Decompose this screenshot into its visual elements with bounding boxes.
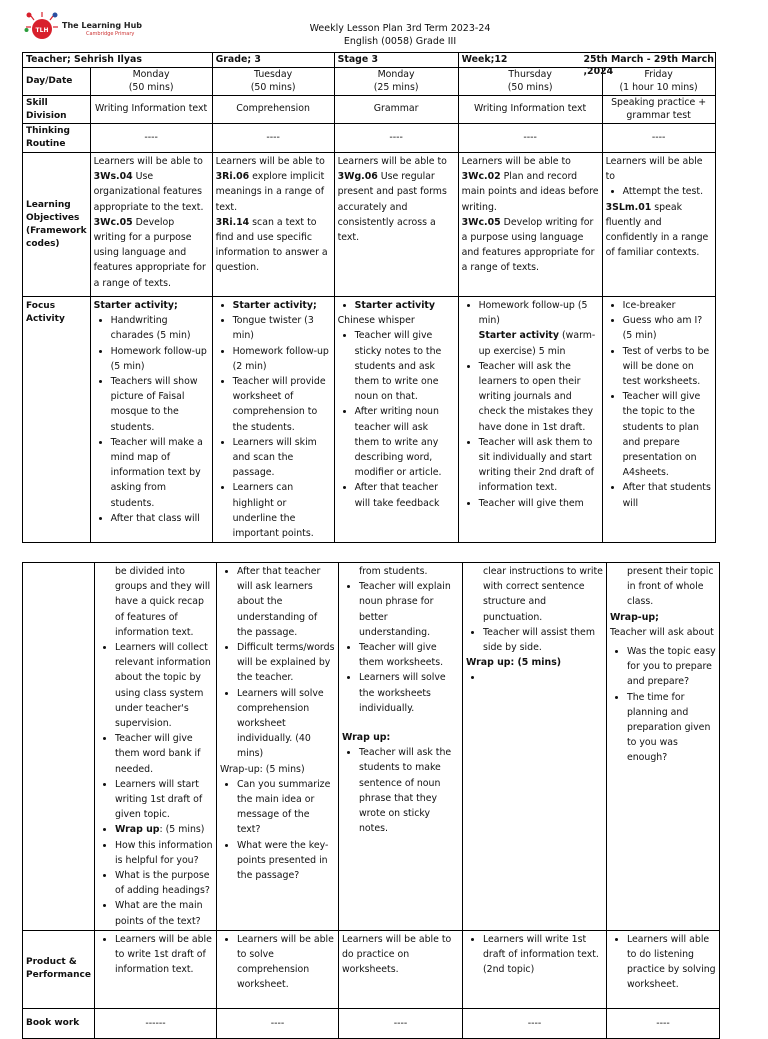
product-4: • Learners will write 1st draft of information text. (2nd topic) — [462, 930, 606, 1008]
day-3-header: Monday (25 mins) — [334, 68, 458, 96]
thinking-2: ---- — [212, 124, 334, 153]
objectives-4: Learners will be able to 3Wc.02 Plan and record main points and ideas before writing. 3Wc.05 Develop writing for a purpose using language and features appropriate for a range of texts. — [458, 153, 602, 297]
product-3: Learners will be able to do practice on worksheets. — [338, 930, 462, 1008]
focus-top-2: • Starter activity; • Tongue twister (3 min) • Homework follow-up (2 min) • Teacher will provide worksheet of comprehension to the students. • Learners will skim and scan the passage. • Learners can highlight or underline the important points. — [212, 297, 334, 543]
thinking-routine-label: Thinking Routine — [23, 124, 91, 153]
document-header — [0, 0, 768, 52]
book-3: ---- — [338, 1008, 462, 1038]
focus-bottom-2: • After that teacher will ask learners about the understanding of the passage. • Difficult terms/words will be explained by the teacher. • Learners will solve comprehension worksheet individually. (40 mins) Wrap-up: (5 mins) • Can you summarize the main idea or message of the text? • What were the key-points presented in the passage? — [216, 563, 338, 931]
book-2: ---- — [216, 1008, 338, 1038]
skill-3: Grammar — [334, 96, 458, 124]
week-label: Week;12 — [461, 54, 508, 65]
product-performance-label: Product & Performance — [23, 930, 95, 1008]
focus-bottom-1: be divided into groups and they will have a quick recap of features of information text. • Learners will collect relevant information about the topic by using class system under teacher's supervision. • Teacher will give them word bank if needed. • Learners will start writing 1st draft of given topic. • Wrap up: (5 mins) • How this information is helpful for you? • What is the purpose of adding headings? • What are the main points of the text? — [94, 563, 216, 931]
week-cell — [458, 53, 715, 77]
learning-hub-logo — [24, 10, 60, 46]
product-2: • Learners will be able to solve comprehension worksheet. — [216, 930, 338, 1008]
thinking-4: ---- — [458, 124, 602, 153]
brand-subtitle: Cambridge Primary — [86, 31, 135, 37]
skill-4: Writing Information text — [458, 96, 602, 124]
learning-objectives-label: Learning Objectives (Framework codes) — [23, 153, 91, 297]
brand-name: The Learning Hub — [62, 21, 142, 30]
objectives-3: Learners will be able to 3Wg.06 Use regular present and past forms accurately and consistently across a text. — [334, 153, 458, 297]
skill-1: Writing Information text — [90, 96, 212, 124]
focus-bottom-4: clear instructions to write with correct sentence structure and punctuation. • Teacher will assist them side by side. Wrap up: (5 mins) • — [462, 563, 606, 931]
skill-2: Comprehension — [212, 96, 334, 124]
skill-5: Speaking practice + grammar test — [602, 96, 715, 124]
focus-bottom-3: from students. • Teacher will explain noun phrase for better understanding. • Teacher will give them worksheets. • Learners will solve the worksheets individually. Wrap up: • Teacher will ask the students to make sentence of noun phrase that they wrote on sticky notes. — [338, 563, 462, 931]
day-date-label: Day/Date — [23, 68, 91, 96]
product-1: • Learners will be able to write 1st draft of information text. — [94, 930, 216, 1008]
thinking-3: ---- — [334, 124, 458, 153]
plan-subtitle: English (0058) Grade III — [343, 36, 457, 47]
week-dates: 25th March - 29th March ,2024 — [583, 54, 714, 77]
day-5-header: Friday (1 hour 10 mins) — [602, 68, 715, 96]
lesson-plan-table-top — [22, 52, 716, 543]
day-4-header: Thursday (50 mins) — [458, 68, 602, 96]
focus-top-5: • Ice-breaker • Guess who am I? (5 min) • Test of verbs to be will be done on test worksheets. • Teacher will give the topic to the students to plan and prepare presentation on A4sheets. • After that students will — [602, 297, 715, 543]
focus-top-4: • Homework follow-up (5 min) Starter activity (warm-up exercise) 5 min • Teacher will ask the learners to open their writing journals and check the mistakes they have done in 1st draft. • Teacher will ask them to sit individually and start writing their 2nd draft of information text. • Teacher will give them — [458, 297, 602, 543]
product-5: • Learners will able to do listening practice by solving worksheet. — [606, 930, 719, 1008]
book-1: ------ — [94, 1008, 216, 1038]
focus-bottom-5: present their topic in front of whole class. Wrap-up; Teacher will ask about • Was the topic easy for you to prepare and prepare? • The time for planning and preparation given to you was enough? — [606, 563, 719, 931]
day-1-header: Monday (50 mins) — [90, 68, 212, 96]
skill-division-label: Skill Division — [23, 96, 91, 124]
objectives-2: Learners will be able to 3Ri.06 explore implicit meanings in a range of text. 3Ri.14 scan a text to find and use specific information to answer a question. — [212, 153, 334, 297]
plan-title: Weekly Lesson Plan 3rd Term 2023-24 — [309, 23, 491, 34]
focus-top-3: • Starter activity Chinese whisper • Teacher will give sticky notes to the students and ask them to write one noun on that. • After writing noun teacher will ask them to write any describing word, modifier or article. • After that teacher will take feedback — [334, 297, 458, 543]
stage-cell: Stage 3 — [334, 53, 458, 68]
day-2-header: Tuesday (50 mins) — [212, 68, 334, 96]
book-work-label: Book work — [23, 1008, 95, 1038]
focus-top-1: Starter activity; • Handwriting charades (5 min) • Homework follow-up (5 min) • Teachers will show picture of Faisal mosque to the students. • Teacher will make a mind map of information text by asking from students. • After that class will — [90, 297, 212, 543]
book-5: ---- — [606, 1008, 719, 1038]
book-4: ---- — [462, 1008, 606, 1038]
thinking-1: ---- — [90, 124, 212, 153]
svg-text:TLH: TLH — [35, 27, 49, 34]
focus-bottom-label-blank — [23, 563, 95, 931]
lesson-plan-table-bottom — [22, 562, 720, 1039]
objectives-5: Learners will be able to • Attempt the test. 3SLm.01 speak fluently and confidently in a range of familiar contexts. — [602, 153, 715, 297]
focus-activity-label: Focus Activity — [23, 297, 91, 543]
thinking-5: ---- — [602, 124, 715, 153]
grade-cell: Grade; 3 — [212, 53, 334, 68]
teacher-cell: Teacher; Sehrish Ilyas — [23, 53, 213, 68]
objectives-1: Learners will be able to 3Ws.04 Use organizational features appropriate to the text. 3Wc.05 Develop writing for a purpose using language and features appropriate for a range of texts. — [90, 153, 212, 297]
